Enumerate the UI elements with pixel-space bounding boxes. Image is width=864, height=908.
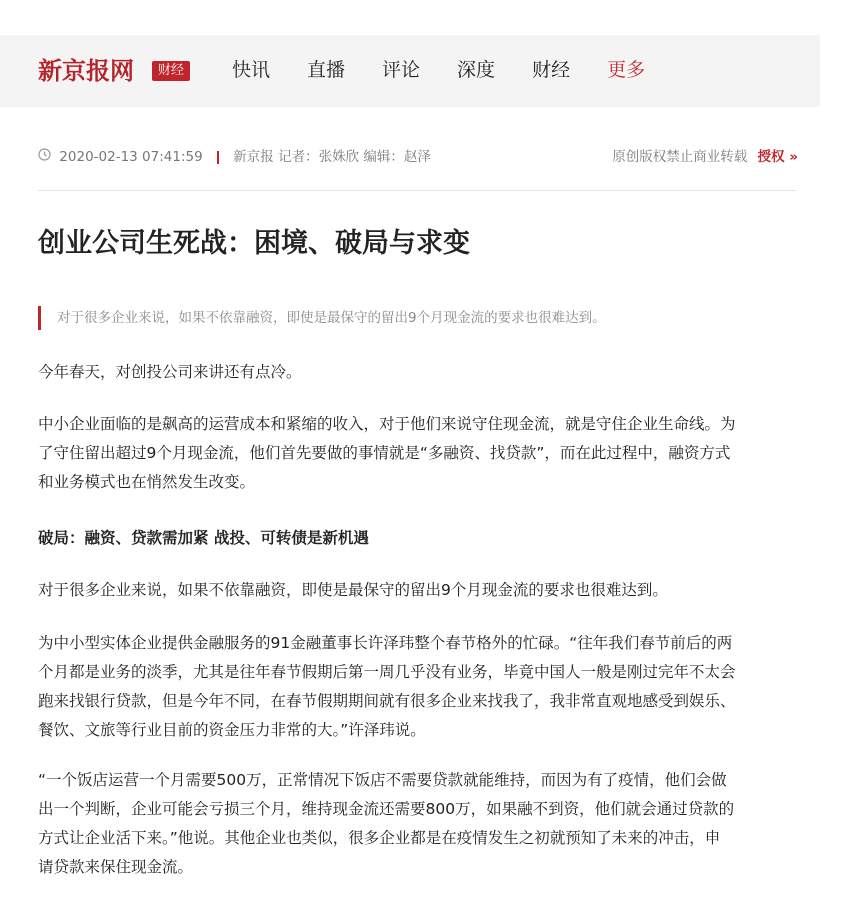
main-nav	[232, 57, 682, 83]
paragraph-4	[38, 629, 798, 745]
paragraph-5	[38, 766, 798, 882]
site-header	[0, 35, 820, 107]
paragraph-line: 中小企业面临的是飙高的运营成本和紧缩的收入，对于他们来说守住现金流，就是守住企业生命线。为	[38, 415, 736, 433]
nav-item-shendu[interactable]: 深度	[457, 59, 496, 81]
nav-item-caijing[interactable]: 财经	[532, 59, 571, 81]
section-badge[interactable]: 财经	[152, 61, 190, 81]
publish-datetime: 2020-02-13 07:41:59	[59, 149, 203, 165]
authorize-link[interactable]	[758, 149, 798, 165]
double-chevron-right-icon: »	[789, 149, 798, 165]
article-summary: 对于很多企业来说，如果不依靠融资，即使是最保守的留出9个月现金流的要求也很难达到。	[38, 306, 797, 330]
clock-icon	[38, 146, 51, 168]
article-meta	[38, 146, 798, 168]
subheading-text: 破局：融资、贷款需加紧 战投、可转债是新机遇	[38, 529, 369, 547]
site-logo[interactable]: 新京报网	[38, 56, 134, 85]
paragraph-line: 请贷款来保住现金流。	[38, 858, 194, 876]
meta-divider-line	[38, 190, 796, 191]
paragraph-line: 餐饮、文旅等行业目前的资金压力非常的大。”许泽玮说。	[38, 721, 426, 739]
nav-item-pinglun[interactable]: 评论	[382, 59, 421, 81]
nav-item-kuaixun[interactable]: 快讯	[232, 59, 271, 81]
source-author: 新京报 记者：张姝欣 编辑：赵泽	[233, 149, 431, 165]
paragraph-line: 个月都是业务的淡季，尤其是往年春节假期后第一周几乎没有业务，毕竟中国人一般是刚过完年不太会	[38, 663, 736, 681]
paragraph-1	[38, 358, 798, 387]
nav-item-more[interactable]: 更多	[607, 59, 646, 81]
article-title: 创业公司生死战：困境、破局与求变	[38, 228, 470, 259]
copyright-notice: 原创版权禁止商业转载	[612, 149, 748, 165]
paragraph-line: 今年春天，对创投公司来讲还有点冷。	[38, 363, 302, 381]
paragraph-line: 跑来找银行贷款，但是今年不同，在春节假期期间就有很多企业来找我了，我非常直观地感受到娱乐、	[38, 692, 736, 710]
paragraph-line: “一个饭店运营一个月需要500万，正常情况下饭店不需要贷款就能维持，而因为有了疫情，他们会做	[38, 771, 727, 789]
paragraph-2	[38, 410, 798, 497]
paragraph-line: 和业务模式也在悄然发生改变。	[38, 473, 256, 491]
paragraph-3	[38, 576, 798, 605]
paragraph-line: 方式让企业活下来。”他说。其他企业也类似，很多企业都是在疫情发生之初就预知了未来的冲击，申	[38, 829, 721, 847]
subheading	[38, 524, 798, 553]
paragraph-line: 为中小型实体企业提供金融服务的91金融董事长许泽玮整个春节格外的忙碌。“往年我们春节前后的两	[38, 634, 733, 652]
paragraph-line: 对于很多企业来说，如果不依靠融资，即使是最保守的留出9个月现金流的要求也很难达到。	[38, 581, 668, 599]
paragraph-line: 了守住留出超过9个月现金流，他们首先要做的事情就是“多融资、找贷款”，而在此过程中，融资方式	[38, 444, 731, 462]
authorize-label: 授权	[757, 149, 785, 165]
copyright-area	[612, 146, 798, 168]
meta-divider	[217, 151, 219, 164]
nav-item-zhibo[interactable]: 直播	[307, 59, 346, 81]
paragraph-line: 出一个判断，企业可能会亏损三个月，维持现金流还需要800万，如果融不到资，他们就会通过贷款的	[38, 800, 735, 818]
